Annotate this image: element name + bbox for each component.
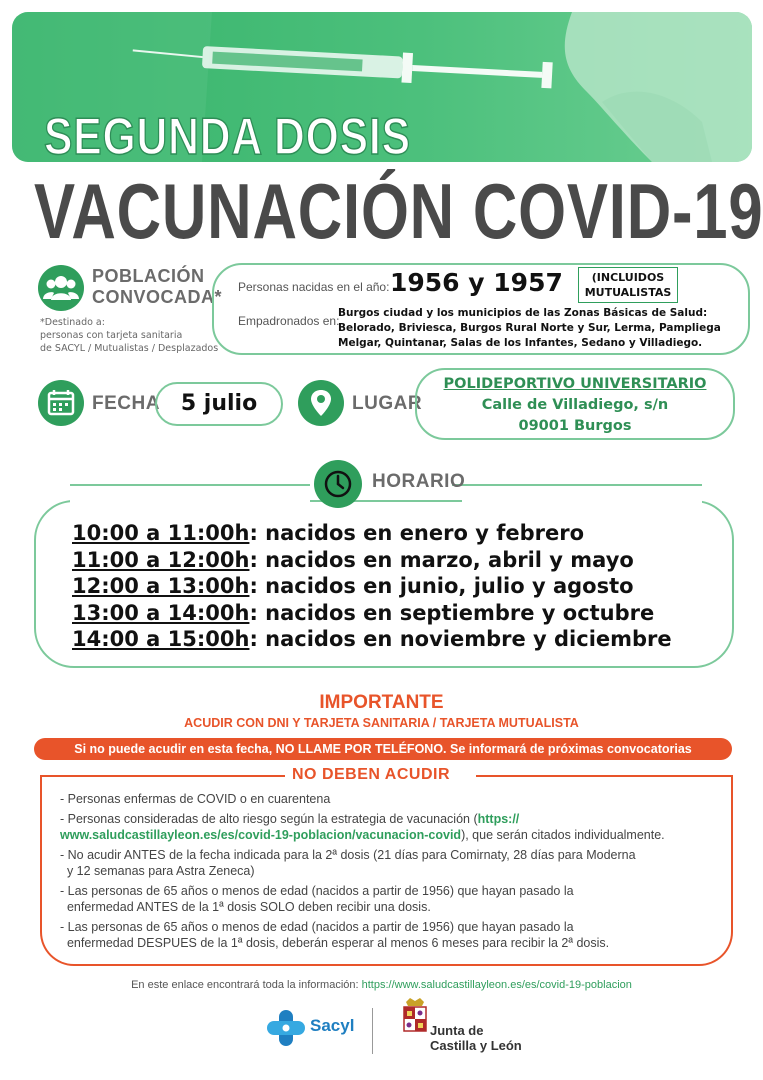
- schedule-gap-left: [70, 498, 310, 504]
- place-address: Calle de Villadiego, s/n: [481, 397, 669, 413]
- place-name: POLIDEPORTIVO UNIVERSITARIO: [443, 376, 707, 392]
- warning-bar: Si no puede acudir en esta fecha, NO LLAME POR TELÉFONO. Se informará de próximas convocatorias: [34, 738, 732, 760]
- years-value: 1956 y 1957: [390, 268, 563, 297]
- date-label: FECHA: [92, 393, 160, 414]
- people-icon: [38, 265, 84, 311]
- location-pin-icon: [298, 380, 344, 426]
- footer-info: [0, 979, 763, 991]
- population-note: *Destinado a: personas con tarjeta sanitaria de SACYL / Mutualistas / Desplazados: [40, 317, 219, 354]
- schedule-time: 14:00 a 15:00h: [72, 627, 250, 651]
- population-heading: POBLACIÓN CONVOCADA*: [92, 266, 223, 307]
- junta-logo-text: Junta de Castilla y León: [430, 1023, 522, 1053]
- schedule-text: : nacidos en junio, julio y agosto: [249, 574, 634, 598]
- schedule-row: [72, 520, 672, 547]
- footer-info-text: En este enlace encontrará toda la información:: [131, 979, 362, 991]
- schedule-text: : nacidos en noviembre y diciembre: [249, 627, 672, 651]
- list-item: - Personas enfermas de COVID o en cuarentena: [60, 792, 331, 806]
- born-label: Personas nacidas en el año:: [238, 280, 390, 294]
- footer-divider: [372, 1008, 373, 1054]
- schedule-label: HORARIO: [372, 471, 466, 492]
- do-not-attend-rule-right: [476, 775, 733, 777]
- page-title: VACUNACIÓN COVID-19: [34, 167, 763, 255]
- schedule-list: [72, 520, 672, 653]
- list-item: [60, 811, 730, 844]
- sacyl-logo-text: Sacyl: [310, 1016, 355, 1035]
- list-item: - No acudir ANTES de la fecha indicada para la 2ª dosis (21 días para Comirnaty, 28 días para Moderna y 12 semanas para Astra Zeneca): [60, 847, 636, 878]
- important-title: IMPORTANTE: [319, 692, 444, 713]
- date-value: 5 julio: [155, 382, 283, 426]
- do-not-attend-list: [60, 791, 730, 955]
- clock-icon: [314, 460, 362, 508]
- zones-text: Burgos ciudad y los municipios de las Zonas Básicas de Salud: Belorado, Briviesca, Burgos Rural Norte y Sur, Lerma, Pampliega Melgar, Quintanar, Salas de los Infantes, Sedano y Villadiego.: [338, 307, 721, 349]
- schedule-text: : nacidos en marzo, abril y mayo: [249, 547, 634, 572]
- schedule-text: : nacidos en septiembre y octubre: [249, 600, 655, 625]
- list-item-text: ), que serán citados individualmente.: [461, 828, 665, 842]
- place-label: LUGAR: [352, 393, 423, 414]
- schedule-row: [72, 600, 672, 627]
- list-item: - Las personas de 65 años o menos de edad (nacidos a partir de 1956) que hayan pasado la enfermedad DESPUES de la 1ª dosis, deberán esperar al menos 6 meses para recibir la 2ª dosis.: [60, 919, 610, 950]
- do-not-attend-title: NO DEBEN ACUDIR: [292, 766, 451, 783]
- schedule-row: [72, 547, 672, 574]
- schedule-rule-right: [452, 484, 702, 486]
- place-city: 09001 Burgos: [518, 418, 632, 434]
- important-subtitle: ACUDIR CON DNI Y TARJETA SANITARIA / TARJETA MUTUALISTA: [184, 716, 579, 730]
- schedule-time: 10:00 a 11:00h: [72, 521, 250, 545]
- schedule-row: [72, 573, 672, 600]
- vaccination-link[interactable]: https:// www.saludcastillayleon.es/es/covid-19-poblacion/vacunacion-covid: [60, 811, 520, 842]
- schedule-time: 12:00 a 13:00h: [72, 574, 250, 598]
- registered-label: Empadronados en:: [238, 314, 340, 328]
- place-box: [415, 368, 735, 440]
- schedule-time: 11:00 a 12:00h: [72, 547, 250, 572]
- included-badge: (INCLUIDOS MUTUALISTAS: [578, 267, 678, 303]
- footer-info-link[interactable]: https://www.saludcastillayleon.es/es/covid-19-poblacion: [361, 979, 632, 991]
- subtitle-segunda-dosis: SEGUNDA DOSIS: [44, 108, 411, 162]
- schedule-text: : nacidos en enero y febrero: [249, 521, 585, 545]
- schedule-rule-left: [70, 484, 310, 486]
- schedule-row: [72, 626, 672, 653]
- sacyl-cross-logo: [264, 1008, 308, 1052]
- schedule-time: 13:00 a 14:00h: [72, 600, 250, 625]
- list-item: - Las personas de 65 años o menos de edad (nacidos a partir de 1956) que hayan pasado la enfermedad ANTES de la 1ª dosis SOLO deben recibir una dosis.: [60, 883, 574, 914]
- junta-crest: [400, 998, 430, 1050]
- do-not-attend-rule-left: [40, 775, 285, 777]
- header-banner: [12, 12, 752, 162]
- schedule-gap-right: [462, 498, 702, 504]
- list-item-text: - Personas consideradas de alto riesgo según la estrategia de vacunación (: [60, 811, 478, 826]
- calendar-icon: [38, 380, 84, 426]
